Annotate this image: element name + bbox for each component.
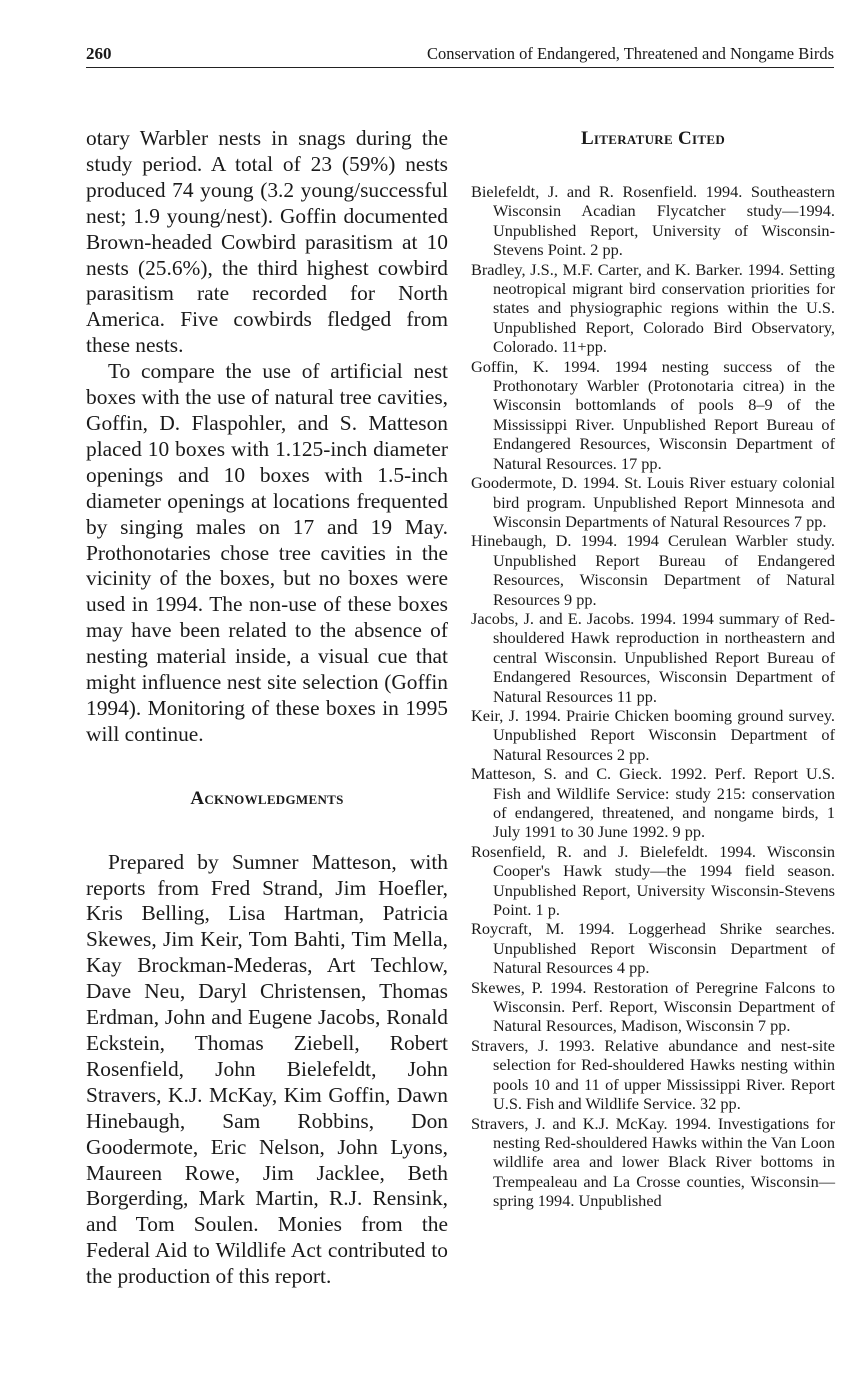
reference-entry: Goffin, K. 1994. 1994 nesting success of the Prothonotary Warbler (Protonotaria citrea) in the Wisconsin bottomlands of pools 8–9 of the Mississippi River. Unpublished Report Bureau of Endangered Resources, Wisconsin Department of Natural Resources. 17 pp.	[471, 356, 835, 473]
body-paragraph: To compare the use of artificial nest boxes with the use of natural tree cavities, Goffin, D. Flaspohler, and S. Matteson placed 10 boxes with 1.125-inch diameter openings and 10 boxes with 1.5-inch diameter openings at locations frequented by singing males on 17 and 19 May. Prothonotaries chose tree cavities in the vicinity of the boxes, but no boxes were used in 1994. The non-use of these boxes may have been related to the absence of nesting material inside, a visual cue that might influence nest site selection (Goffin 1994). Monitoring of these boxes in 1995 will continue.	[86, 359, 448, 746]
header-rule	[86, 67, 834, 68]
page-header	[86, 44, 834, 66]
reference-entry: Stravers, J. 1993. Relative abundance and nest-site selection for Red-shouldered Hawks nesting within pools 10 and 11 of upper Mississippi River. Report U.S. Fish and Wildlife Service. 32 pp.	[471, 1035, 835, 1114]
acknowledgments-text: Prepared by Sumner Matteson, with reports from Fred Strand, Jim Hoefler, Kris Belling, Lisa Hartman, Patricia Skewes, Jim Keir, Tom Bahti, Tim Mella, Kay Brockman-Mederas, Art Techlow, Dave Neu, Daryl Christensen, Thomas Erdman, John and Eugene Jacobs, Ronald Eckstein, Thomas Ziebell, Robert Rosenfield, John Bielefeldt, John Stravers, K.J. McKay, Kim Goffin, Dawn Hinebaugh, Sam Robbins, Don Goodermote, Eric Nelson, John Lyons, Maureen Rowe, Jim Jacklee, Beth Borgerding, Mark Martin, R.J. Rensink, and Tom Soulen. Monies from the Federal Aid to Wildlife Act contributed to the production of this report.	[86, 849, 448, 1289]
reference-entry: Matteson, S. and C. Gieck. 1992. Perf. Report U.S. Fish and Wildlife Service: study 215: conservation of endangered, threatened, and nongame birds, 1 July 1991 to 30 June 1992. 9 pp.	[471, 764, 835, 842]
reference-entry: Jacobs, J. and E. Jacobs. 1994. 1994 summary of Red-shouldered Hawk reproduction in northeastern and central Wisconsin. Unpublished Report Bureau of Endangered Resources, Wisconsin Department of Natural Resources 11 pp.	[471, 608, 835, 706]
reference-entry: Bielefeldt, J. and R. Rosenfield. 1994. Southeastern Wisconsin Acadian Flycatcher study—1994. Unpublished Report, University of Wisconsin-Stevens Point. 2 pp.	[471, 182, 835, 260]
reference-entry: Keir, J. 1994. Prairie Chicken booming ground survey. Unpublished Report Wisconsin Department of Natural Resources 2 pp.	[471, 705, 835, 764]
right-column	[471, 126, 835, 1211]
reference-entry: Skewes, P. 1994. Restoration of Peregrine Falcons to Wisconsin. Perf. Report, Wisconsin Department of Natural Resources, Madison, Wisconsin 7 pp.	[471, 977, 835, 1036]
left-column	[86, 126, 448, 1290]
page-number: 260	[86, 44, 112, 63]
reference-entry: Rosenfield, R. and J. Bielefeldt. 1994. Wisconsin Cooper's Hawk study—the 1994 field season. Unpublished Report, University Wisconsin-Stevens Point. 1 p.	[471, 841, 835, 920]
reference-entry: Hinebaugh, D. 1994. 1994 Cerulean Warbler study. Unpublished Report Bureau of Endangered Resources, Wisconsin Department of Natural Resources 9 pp.	[471, 531, 835, 609]
body-paragraph: otary Warbler nests in snags during the study period. A total of 23 (59%) nests produced 74 young (3.2 young/successful nest; 1.9 young/nest). Goffin documented Brown-headed Cowbird parasitism at 10 nests (25.6%), the third highest cowbird parasitism rate recorded for North America. Five cowbirds fledged from these nests.	[86, 126, 448, 358]
literature-cited-heading: Literature Cited	[580, 128, 726, 149]
reference-entry: Bradley, J.S., M.F. Carter, and K. Barker. 1994. Setting neotropical migrant bird conservation priorities for states and physiographic regions within the U.S. Unpublished Report, Colorado Bird Observatory, Colorado. 11+pp.	[471, 259, 835, 357]
reference-entry: Goodermote, D. 1994. St. Louis River estuary colonial bird program. Unpublished Report Minnesota and Wisconsin Departments of Natural Resources 7 pp.	[471, 473, 835, 531]
acknowledgments-heading: Acknowledgments	[190, 787, 344, 809]
reference-entry: Stravers, J. and K.J. McKay. 1994. Investigations for nesting Red-shouldered Hawks within the Van Loon wildlife area and lower Black River bottoms in Trempealeau and La Crosse counties, Wisconsin—spring 1994. Unpublished	[471, 1113, 835, 1211]
running-title: Conservation of Endangered, Threatened and Nongame Birds	[426, 44, 834, 63]
reference-entry: Roycraft, M. 1994. Loggerhead Shrike searches. Unpublished Report Wisconsin Department of Natural Resources 4 pp.	[471, 919, 835, 978]
